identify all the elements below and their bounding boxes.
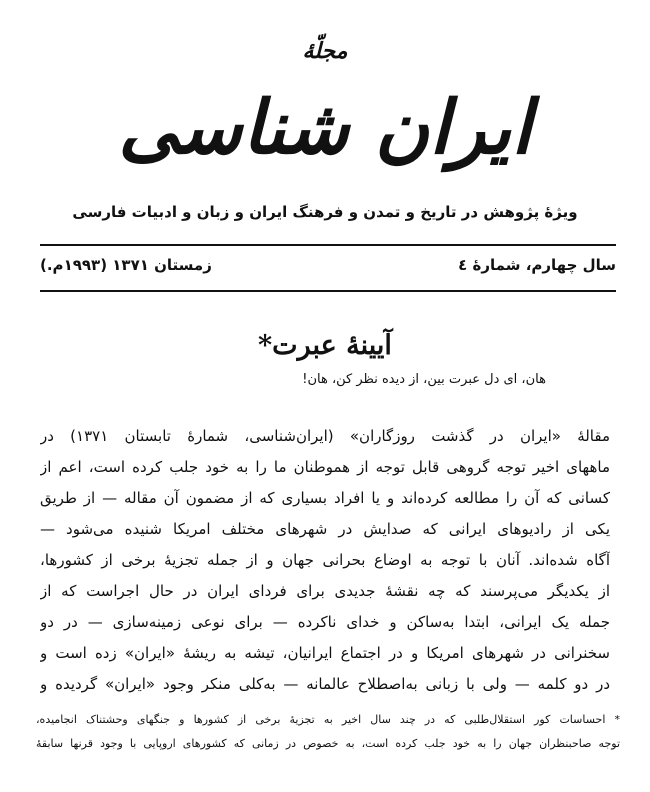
header-rule-top: [40, 244, 616, 246]
footnote-line: توجه صاحبنظران جهان را به خود جلب کرده است، به خصوص در زمانی که کشورهای اروپایی با وجود قرنها سابقهٔ: [36, 737, 620, 750]
body-line: یکی از رادیوهای ایرانی که صدایش در شهرهای مختلف امریکا شنیده می‌شود —: [40, 520, 610, 538]
body-line: جمله یک ایرانی، ابتدا به‌ساکن و خدای ناکرده — برای نوعی زمینه‌سازی — در دو: [40, 613, 610, 631]
magazine-label: مجلّهٔ: [302, 38, 348, 64]
body-line: در دو کلمه — ولی با زبانی به‌اصطلاح عالمانه — به‌کلی منکر وجود «ایران» گردیده و: [40, 675, 610, 693]
issue-info: [40, 254, 616, 282]
body-line: مقالهٔ «ایران در گذشت روزگاران» (ایران‌شناسی، شمارهٔ تابستان ۱۳۷۱) در: [40, 427, 610, 445]
body-line: سخنرانی در شهرهای امریکا و در اجتماع ایرانیان، تیشه به ریشهٔ «ایران» زده است و: [40, 644, 610, 662]
footnote-line: * احساسات کور استقلال‌طلبی که در چند سال اخیر به تجزیهٔ برخی از کشورها و جنگهای وحشتناک انجامیده،: [36, 713, 620, 726]
body-line: ماههای اخیر توجه گروهی قابل توجه از هموطنان ما را به خود جلب کرده است، اعم از: [40, 458, 610, 476]
footnotes: [36, 708, 620, 756]
article-epigraph: هان، ای دل عبرت بین، از دیده نظر کن، هان!: [302, 372, 546, 387]
body-line: کسانی که آن را مطالعه کرده‌اند و یا افراد بسیاری که از مضمون آن مقاله — از طریق: [40, 489, 610, 507]
header-rule-bottom: [40, 290, 616, 292]
issue-volume: سال چهارم، شمارهٔ ٤: [458, 256, 616, 274]
journal-title: ایران شناسی: [118, 85, 532, 171]
issue-date: زمستان ۱۳۷۱ (۱۹۹۳م.): [40, 256, 212, 274]
article-body: [40, 421, 610, 700]
article-title: آیینهٔ عبرت*: [258, 330, 392, 361]
body-line: از یکدیگر می‌پرسند که چه نقشهٔ جدیدی برای فردای ایران در حال اجراست که از: [40, 582, 610, 600]
body-line: آگاه شده‌اند. آنان با توجه به اوضاع بحرانی جهان و از جمله تجزیهٔ برخی از کشورها،: [40, 551, 610, 569]
journal-subtitle: ویژهٔ پژوهش در تاریخ و تمدن و فرهنگ ایران و زبان و ادبیات فارسی: [72, 203, 578, 221]
